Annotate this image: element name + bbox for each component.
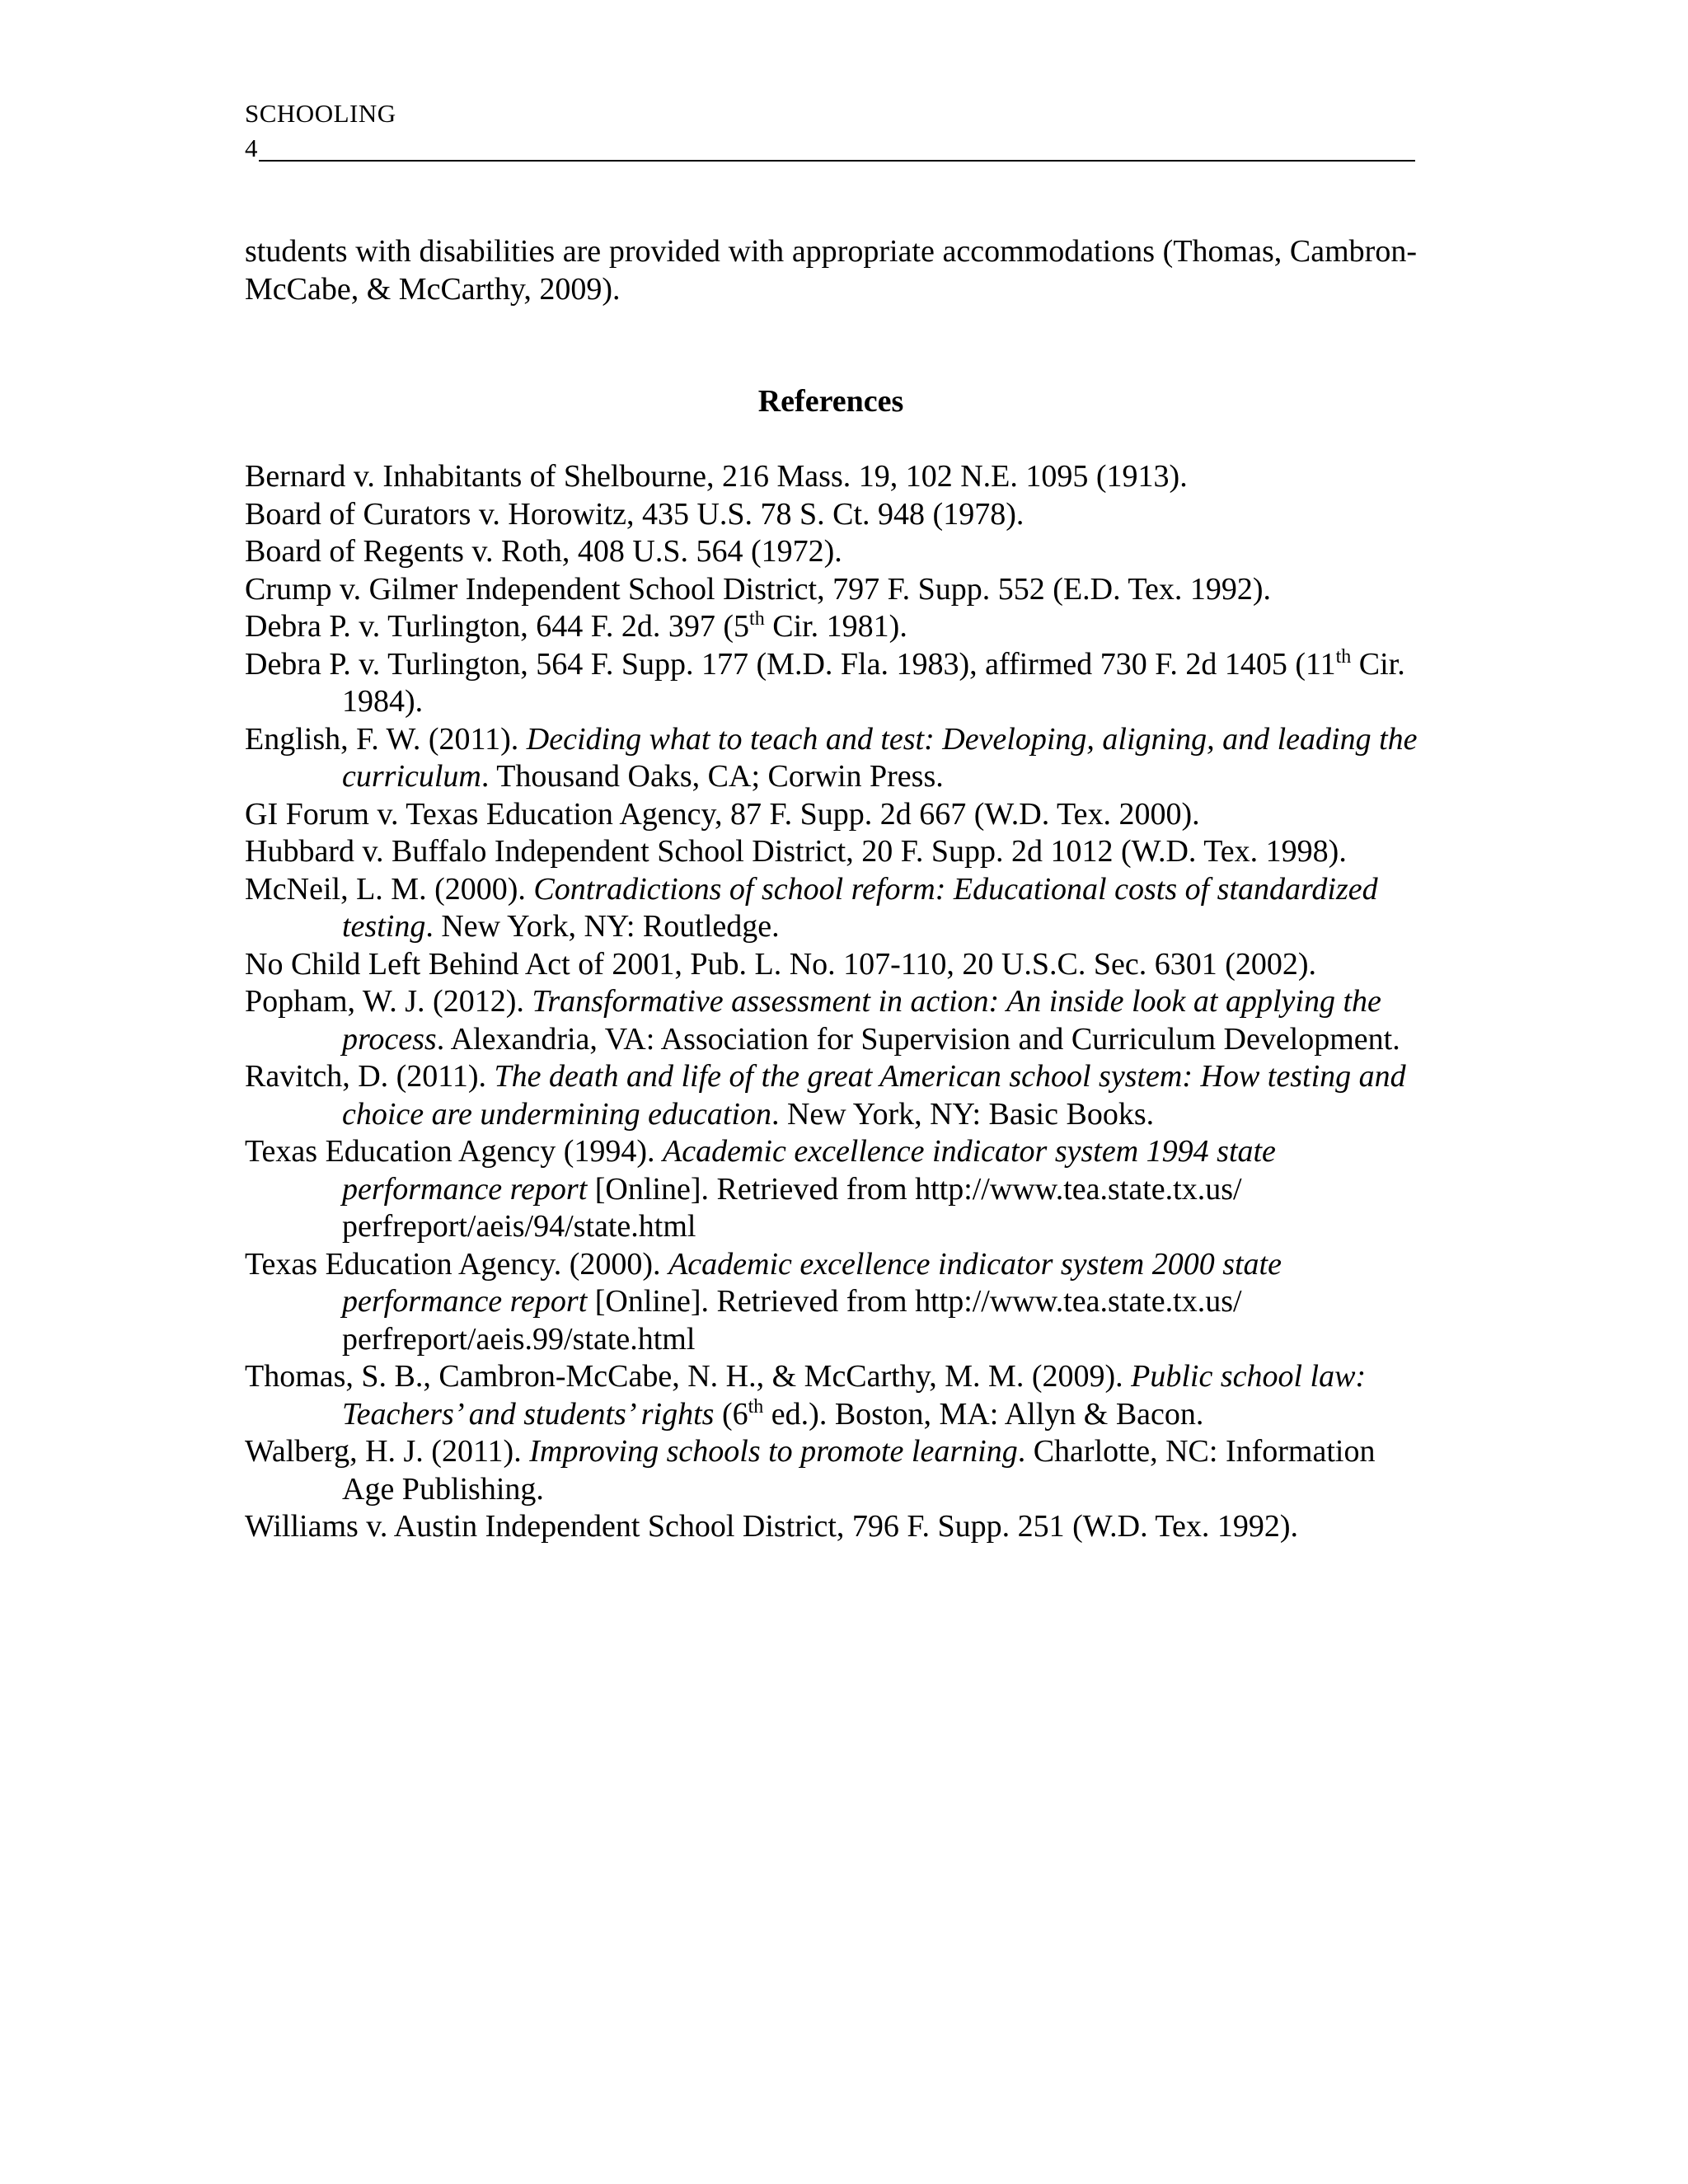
reference-text: Board of Curators v. Horowitz, 435 U.S. 78 S. Ct. 948 (1978). xyxy=(245,496,1025,532)
reference-text: ed.). Boston, MA: Allyn & Bacon. xyxy=(763,1396,1204,1432)
reference-entry xyxy=(245,796,1419,834)
reference-entry xyxy=(245,1133,1419,1246)
ordinal-superscript: th xyxy=(748,1395,764,1418)
running-head: SCHOOLING xyxy=(245,99,396,128)
ordinal-superscript: th xyxy=(1335,645,1352,668)
ordinal-superscript: th xyxy=(749,608,765,630)
reference-entry xyxy=(245,608,1419,646)
reference-text: McNeil, L. M. (2000). xyxy=(245,871,534,907)
reference-text: Texas Education Agency (1994). xyxy=(245,1134,663,1169)
reference-entry xyxy=(245,1358,1419,1433)
reference-text: [Online]. Retrieved from http://www.tea.state.tx.us/ perfreport/aeis.99/state.html xyxy=(342,1284,1242,1357)
reference-entry xyxy=(245,1508,1419,1546)
reference-text: Texas Education Agency. (2000). xyxy=(245,1246,669,1282)
page-number: 4 xyxy=(245,134,258,162)
reference-text: . New York, NY: Routledge. xyxy=(425,909,780,944)
reference-text: Debra P. v. Turlington, 564 F. Supp. 177 (M.D. Fla. 1983), affirmed 730 F. 2d 1405 (11 xyxy=(245,646,1336,682)
reference-text: Cir. 1981). xyxy=(764,609,907,644)
reference-entry xyxy=(245,721,1419,796)
reference-text: Popham, W. J. (2012). xyxy=(245,984,532,1019)
reference-text: Bernard v. Inhabitants of Shelbourne, 216 Mass. 19, 102 N.E. 1095 (1913). xyxy=(245,459,1188,494)
reference-entry xyxy=(245,571,1419,609)
reference-italic-title: Contradictions of school reform: Educational costs of standardized testing xyxy=(342,871,1378,944)
reference-entry xyxy=(245,983,1419,1058)
reference-text: . Thousand Oaks, CA; Corwin Press. xyxy=(481,759,944,794)
references-heading: References xyxy=(757,384,904,419)
reference-text: English, F. W. (2011). xyxy=(245,721,527,757)
reference-text: Thomas, S. B., Cambron-McCabe, N. H., & McCarthy, M. M. (2009). xyxy=(245,1359,1132,1394)
reference-text: GI Forum v. Texas Education Agency, 87 F. Supp. 2d 667 (W.D. Tex. 2000). xyxy=(245,796,1200,832)
body-paragraph: students with disabilities are provided with appropriate accommodations (Thomas, Cambron-McCabe, & McCarthy, 2009). xyxy=(245,234,1417,307)
reference-text: Ravitch, D. (2011). xyxy=(245,1059,495,1094)
reference-text: Cir. 1984). xyxy=(342,646,1405,719)
reference-text: . Alexandria, VA: Association for Supervision and Curriculum Development. xyxy=(436,1021,1400,1057)
reference-text: Walberg, H. J. (2011). xyxy=(245,1434,530,1469)
references-list xyxy=(245,458,1419,1546)
header-rule xyxy=(259,160,1415,162)
reference-entry xyxy=(245,496,1419,534)
reference-italic-title: Transformative assessment in action: An inside look at applying the process xyxy=(342,984,1381,1057)
reference-italic-title: Academic excellence indicator system 1994 state performance report xyxy=(342,1134,1276,1207)
reference-text: . Charlotte, NC: Information Age Publishing. xyxy=(342,1434,1376,1507)
reference-italic-title: The death and life of the great American school system: How testing and choice are undermining education xyxy=(342,1059,1406,1132)
reference-text: No Child Left Behind Act of 2001, Pub. L. No. 107-110, 20 U.S.C. Sec. 6301 (2002). xyxy=(245,946,1317,982)
reference-entry xyxy=(245,1246,1419,1359)
reference-entry xyxy=(245,646,1419,721)
reference-entry xyxy=(245,1433,1419,1508)
reference-entry xyxy=(245,533,1419,571)
reference-text: Debra P. v. Turlington, 644 F. 2d. 397 (5 xyxy=(245,609,750,644)
reference-text: Board of Regents v. Roth, 408 U.S. 564 (1972). xyxy=(245,534,842,569)
reference-entry xyxy=(245,458,1419,496)
reference-italic-title: Deciding what to teach and test: Developing, aligning, and leading the curriculum xyxy=(342,721,1418,794)
reference-text: (6 xyxy=(714,1396,748,1432)
reference-text: Hubbard v. Buffalo Independent School District, 20 F. Supp. 2d 1012 (W.D. Tex. 1998). xyxy=(245,834,1347,869)
reference-text: Crump v. Gilmer Independent School District, 797 F. Supp. 552 (E.D. Tex. 1992). xyxy=(245,571,1272,607)
reference-italic-title: Public school law: Teachers’ and students’ rights xyxy=(342,1359,1367,1432)
page-number-line xyxy=(245,132,1415,165)
reference-italic-title: Improving schools to promote learning xyxy=(529,1434,1018,1469)
reference-text: Williams v. Austin Independent School District, 796 F. Supp. 251 (W.D. Tex. 1992). xyxy=(245,1509,1299,1544)
reference-italic-title: Academic excellence indicator system 2000 state performance report xyxy=(342,1246,1282,1319)
reference-entry xyxy=(245,833,1419,871)
reference-entry xyxy=(245,1058,1419,1133)
reference-text: [Online]. Retrieved from http://www.tea.state.tx.us/ perfreport/aeis/94/state.html xyxy=(342,1171,1242,1244)
reference-entry xyxy=(245,871,1419,946)
reference-text: . New York, NY: Basic Books. xyxy=(771,1096,1155,1132)
reference-entry xyxy=(245,946,1419,984)
